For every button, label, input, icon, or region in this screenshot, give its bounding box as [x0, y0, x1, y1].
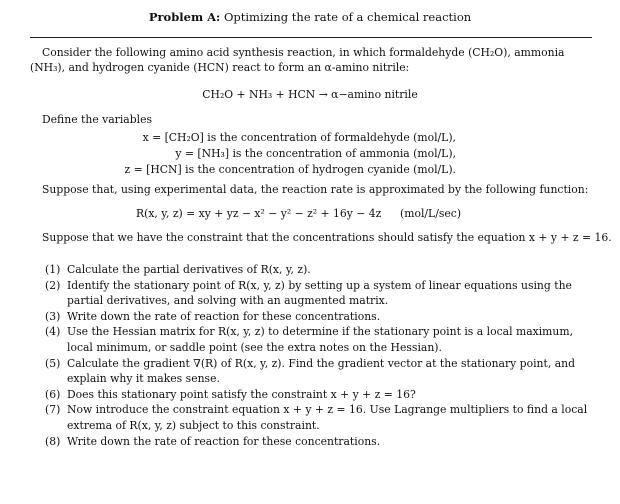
question-text: Calculate the gradient ∇(R) of R(x, y, z). Find the gradient vector at the stationary point, and explain why it makes sense. [67, 356, 575, 386]
question-item [45, 434, 590, 450]
question-item [45, 387, 590, 403]
question-number: (7) [45, 403, 61, 417]
question-number: (6) [45, 387, 61, 401]
rate-function: R(x, y, z) = xy + yz − x² − y² − z² + 16y − 4z [136, 207, 382, 220]
question-number: (4) [45, 325, 61, 339]
rate-approximation-text: Suppose that, using experimental data, the reaction rate is approximated by the following function: [42, 183, 589, 196]
question-text: Identify the stationary point of R(x, y, z) by setting up a system of linear equations using the partial derivatives, and solving with an augmented matrix. [67, 278, 572, 308]
problem-label: Problem A: [148, 10, 221, 24]
variable-x: x = [CH₂O] is the concentration of formaldehyde (mol/L), [142, 131, 456, 144]
question-item [45, 402, 590, 433]
question-text: Write down the rate of reaction for these concentrations. [67, 434, 381, 448]
title-divider [30, 37, 592, 38]
question-text: Calculate the partial derivatives of R(x, y, z). [67, 263, 311, 276]
question-text: Does this stationary point satisfy the constraint x + y + z = 16? [67, 387, 416, 401]
problem-title-text: Optimizing the rate of a chemical reaction [223, 10, 472, 24]
question-item [45, 356, 590, 387]
question-number: (1) [45, 263, 61, 276]
question-item [45, 262, 590, 278]
question-text: Now introduce the constraint equation x + y + z = 16. Use Lagrange multipliers to find a local extrema of R(x, y, z) subject to this constraint. [67, 403, 588, 432]
constraint-text: Suppose that we have the constraint that the concentrations should satisfy the equation x + y + z = 16. [42, 231, 612, 244]
question-item [45, 324, 590, 355]
question-list [45, 262, 590, 449]
question-number: (3) [45, 309, 61, 323]
question-number: (2) [45, 278, 61, 292]
question-item [45, 309, 590, 325]
define-variables-label: Define the variables [42, 113, 153, 126]
question-text: Use the Hessian matrix for R(x, y, z) to determine if the stationary point is a local maximum, local minimum, or saddle point (see the extra notes on the Hessian). [67, 325, 574, 354]
variable-y: y = [NH₃] is the concentration of ammonia (mol/L), [175, 147, 456, 160]
intro-paragraph: Consider the following amino acid synthesis reaction, in which formaldehyde (CH₂O), ammonia (NH₃), and hydrogen cyanide (HCN) react to form an α-amino nitrile: [30, 46, 565, 74]
question-item [45, 278, 590, 309]
rate-units: (mol/L/sec) [400, 207, 462, 220]
question-text: Write down the rate of reaction for these concentrations. [67, 309, 381, 323]
problem-title [0, 10, 620, 24]
variable-z: z = [HCN] is the concentration of hydrogen cyanide (mol/L). [124, 163, 456, 176]
question-number: (8) [45, 434, 61, 448]
question-number: (5) [45, 356, 61, 370]
reaction-equation: CH₂O + NH₃ + HCN → α−amino nitrile [202, 88, 418, 101]
